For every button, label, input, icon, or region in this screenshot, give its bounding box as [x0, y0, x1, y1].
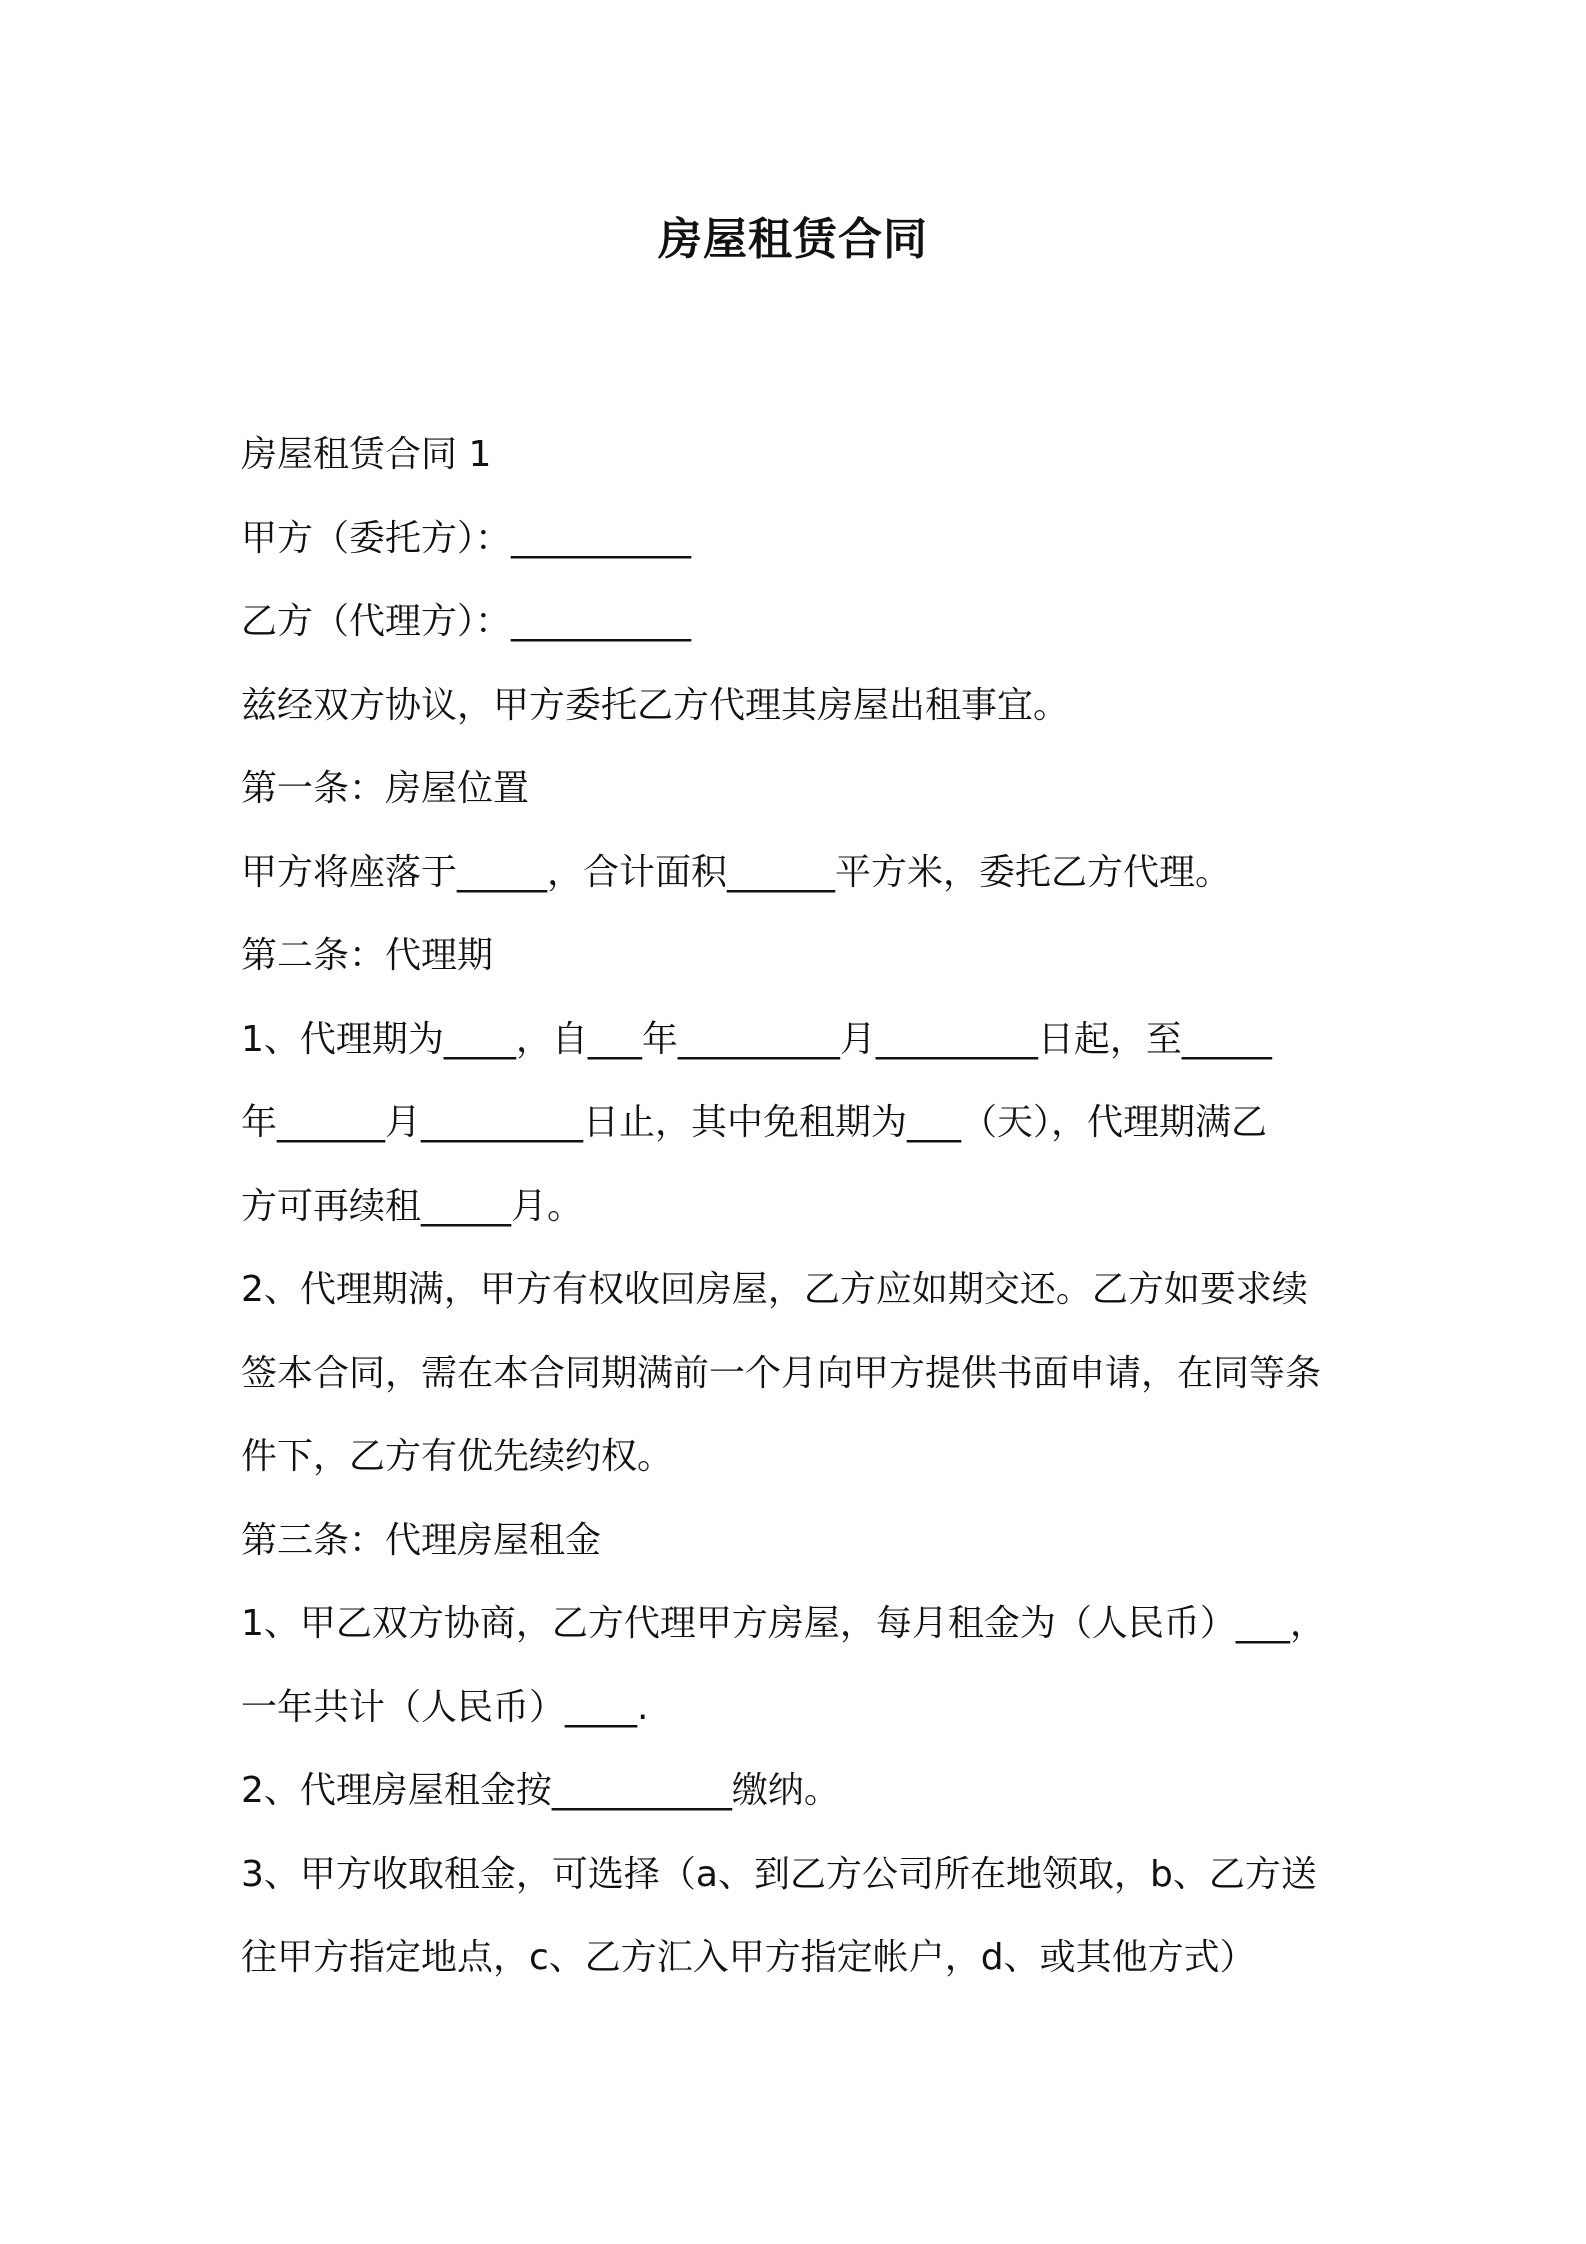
article-1-heading: 第一条：房屋位置	[241, 768, 530, 809]
article-3-clause-1-line-1: 1、甲乙双方协商，乙方代理甲方房屋，每月租金为（人民币）___，	[241, 1603, 1326, 1644]
article-3-clause-3-line-1: 3、甲方收取租金，可选择（a、到乙方公司所在地领取，b、乙方送	[241, 1853, 1317, 1895]
article-3-heading: 第三条：代理房屋租金	[241, 1519, 602, 1561]
article-2-clause-2-line-1: 2、代理期满，甲方有权收回房屋，乙方应如期交还。乙方如要求续	[241, 1269, 1308, 1310]
party-a-line: 甲方（委托方）：__________	[241, 517, 692, 559]
contract-heading: 房屋租赁合同 1	[241, 434, 492, 475]
article-2-clause-1-line-1: 1、代理期为____，自___年_________月_________日起，至_____	[241, 1018, 1272, 1060]
article-2-clause-1-line-3: 方可再续租_____月。	[241, 1185, 584, 1227]
article-3-clause-2: 2、代理房屋租金按__________缴纳。	[241, 1770, 840, 1811]
article-2-heading: 第二条：代理期	[241, 935, 494, 976]
party-b-line: 乙方（代理方）：__________	[241, 601, 692, 642]
article-2-clause-2-line-2: 签本合同，需在本合同期满前一个月向甲方提供书面申请，在同等条	[241, 1352, 1322, 1394]
article-2-clause-1-line-2: 年______月_________日止，其中免租期为___（天），代理期满乙	[241, 1102, 1268, 1143]
article-2-clause-2-line-3: 件下，乙方有优先续约权。	[241, 1436, 674, 1477]
preamble-line: 兹经双方协议，甲方委托乙方代理其房屋出租事宜。	[241, 684, 1070, 726]
article-1-text: 甲方将座落于_____，合计面积______平方米，委托乙方代理。	[241, 851, 1232, 893]
article-3-clause-3-line-2: 往甲方指定地点，c、乙方汇入甲方指定帐户，d、或其他方式）	[241, 1937, 1256, 1978]
document-title: 房屋租赁合同	[658, 214, 928, 265]
document-body	[241, 413, 1356, 2000]
article-3-clause-1-line-2: 一年共计（人民币）____.	[241, 1686, 649, 1728]
